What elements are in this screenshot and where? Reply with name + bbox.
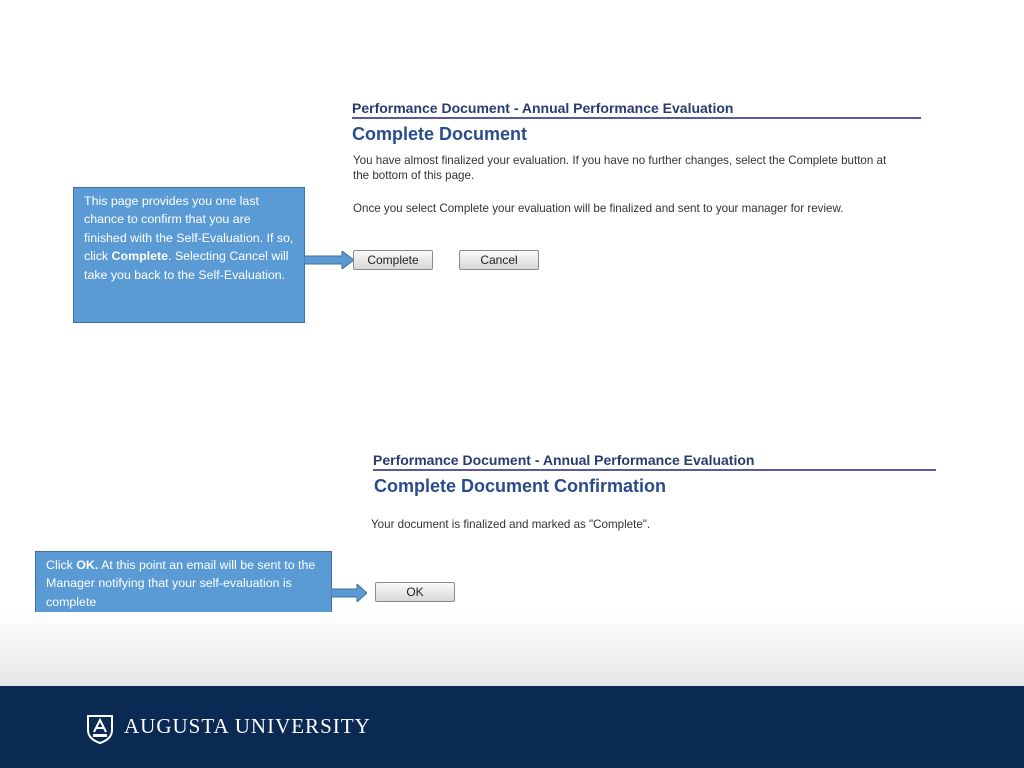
document-title-confirmation: Performance Document - Annual Performance Evaluation [373,452,936,471]
arrow-right-icon [331,584,367,602]
page-heading: Complete Document [352,124,528,144]
complete-button[interactable]: Complete [353,250,433,270]
footer-fade [0,612,1024,686]
callout-bold-complete: Complete [111,249,169,264]
brand-name: AUGUSTA UNIVERSITY [124,714,371,738]
shield-icon [86,714,114,744]
ok-button[interactable]: OK [375,582,455,602]
callout-text-cont: . Selecting Cancel will take you back to the Self-Evaluation. [84,249,289,282]
callout-bold-ok: OK. [76,558,99,572]
callout-rest: At this point an email will be sent to the Manager notifying that your self-evaluation is complete [46,558,316,609]
confirmation-heading: Complete Document Confirmation [374,476,667,496]
confirmation-text: Your document is finalized and marked as "Complete". [371,518,651,531]
callout-prefix: Click [46,558,77,572]
callout-confirm-instructions [73,187,305,323]
callout-text: This page provides you one last chance to confirm that you are finished with the Self-Evaluation. If so, click [84,194,294,264]
cancel-button[interactable]: Cancel [459,250,539,270]
finalize-note: Once you select Complete your evaluation will be finalized and sent to your manager for review. [353,202,844,215]
document-title: Performance Document - Annual Performance Evaluation [352,100,921,119]
arrow-right-icon [304,251,354,269]
instruction-text: You have almost finalized your evaluation. If you have no further changes, select the Complete button at the bottom of this page. [353,154,887,182]
